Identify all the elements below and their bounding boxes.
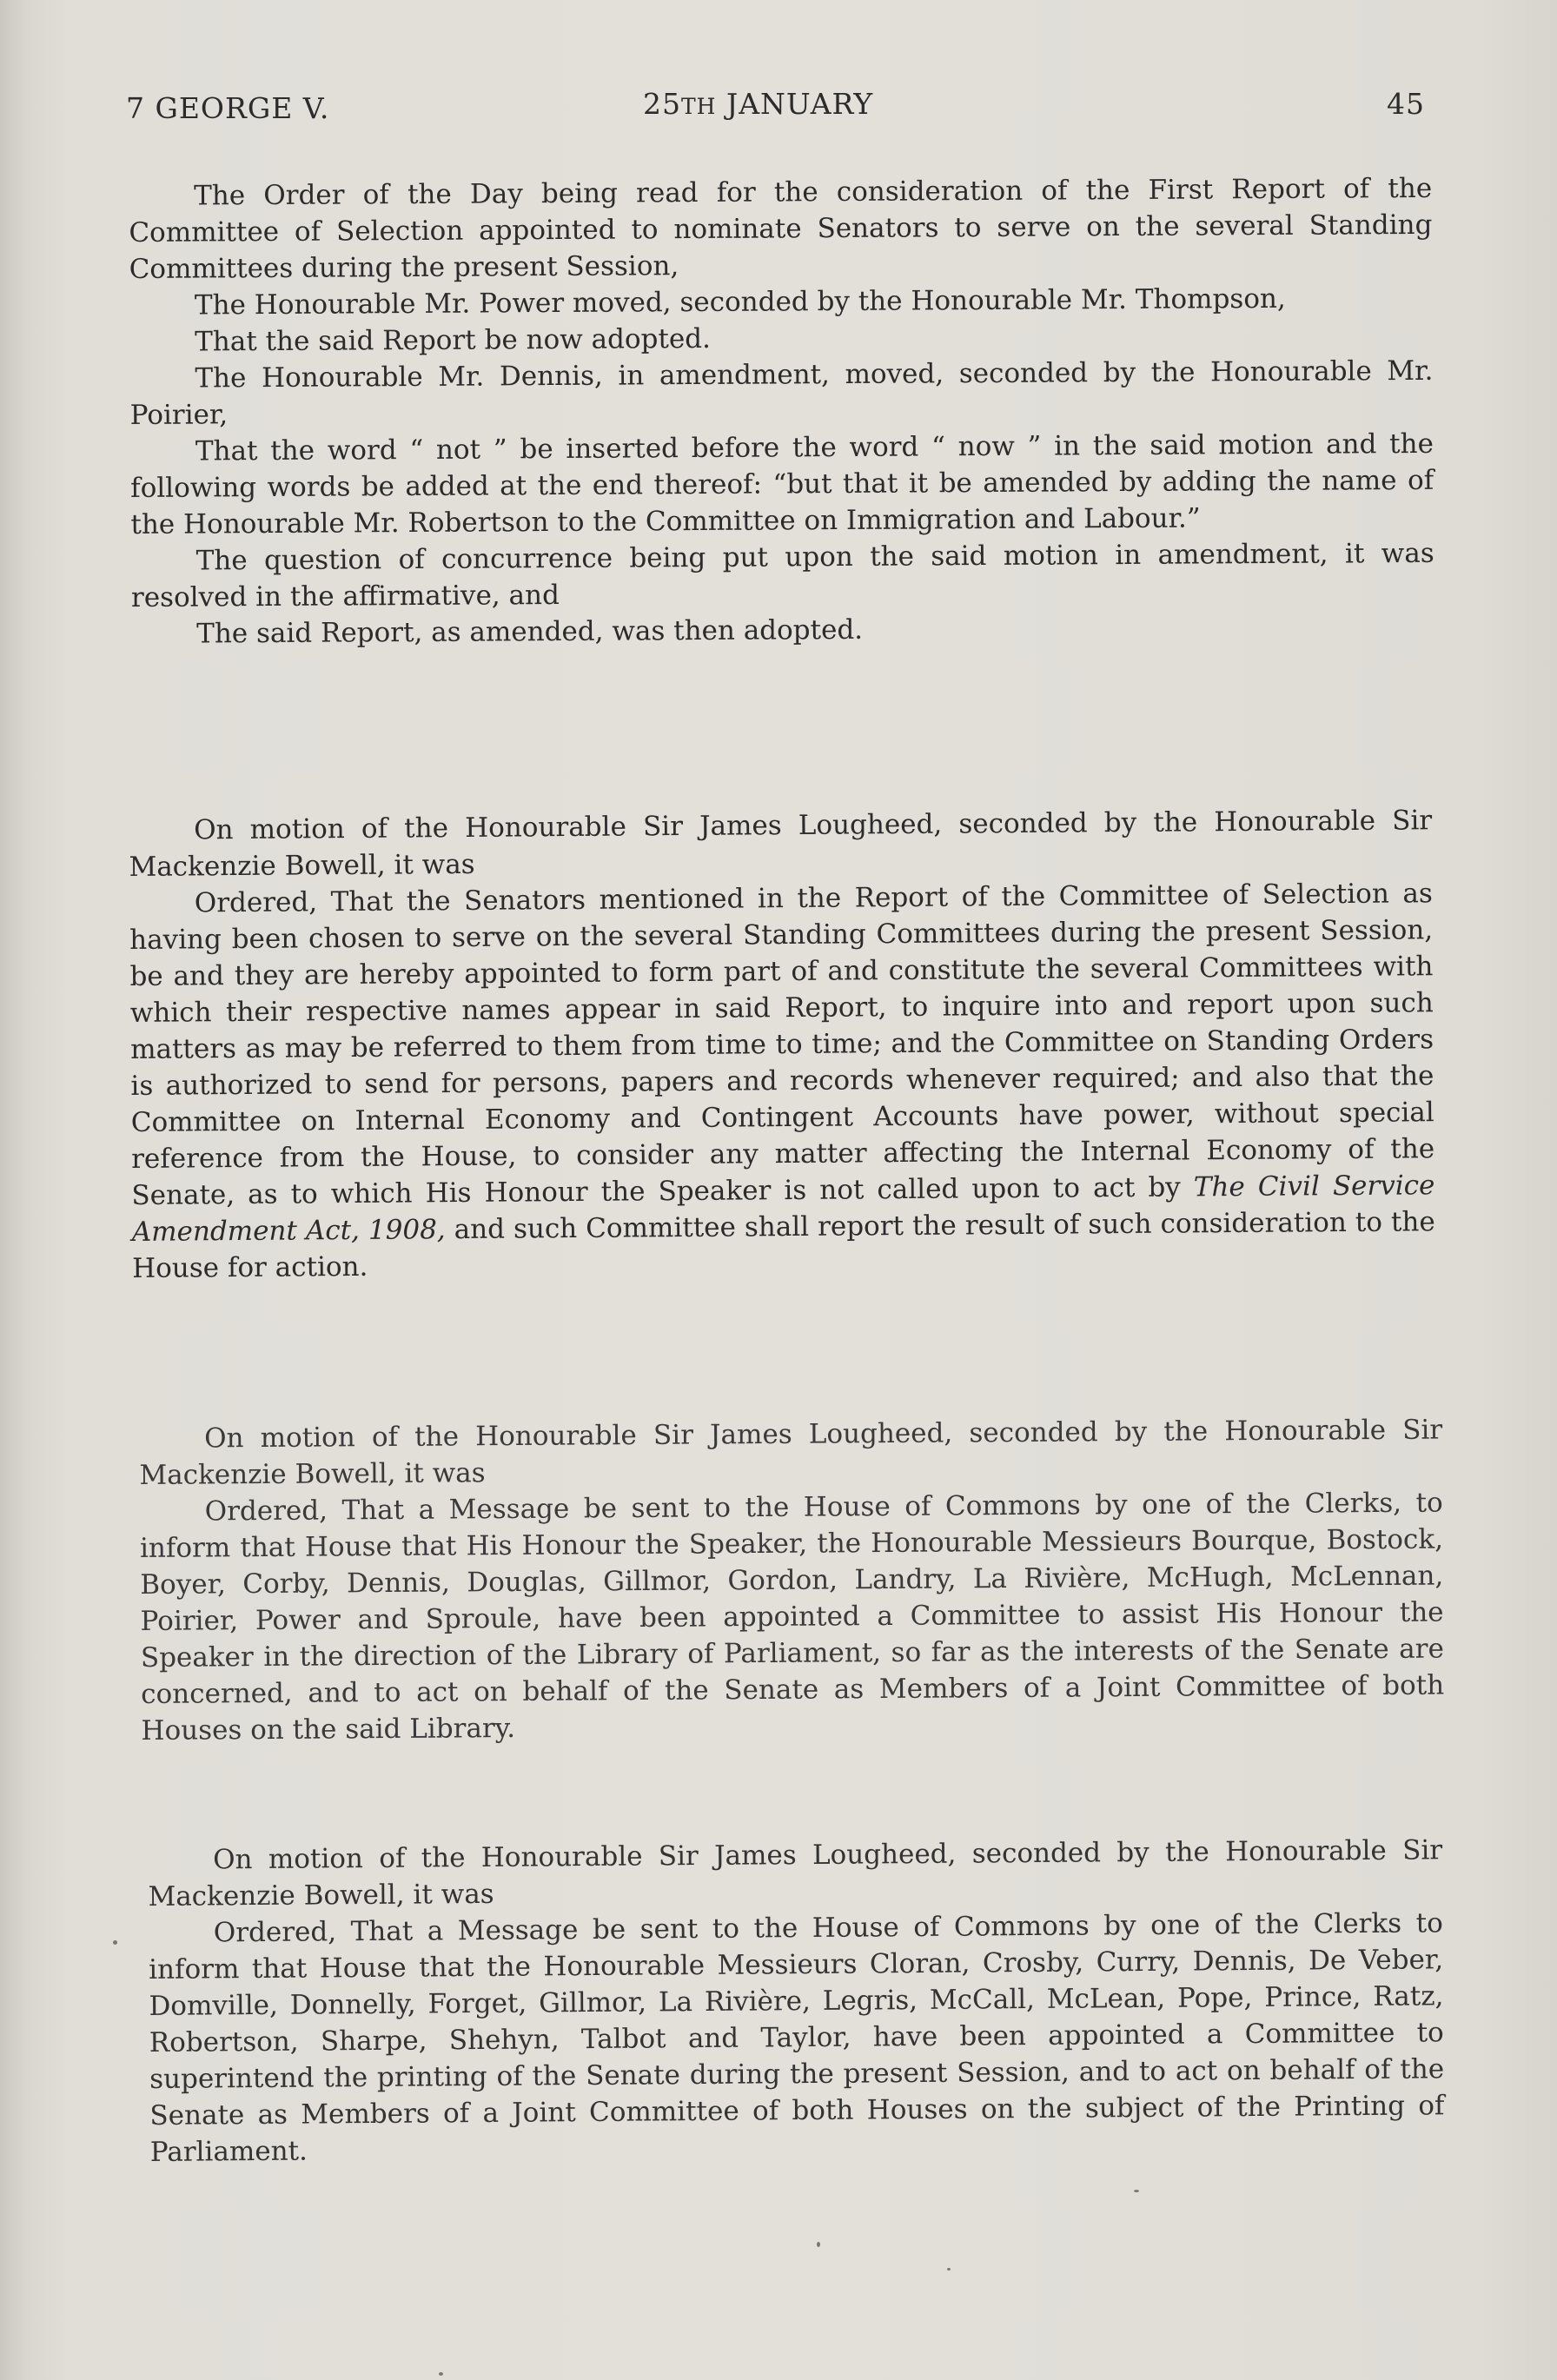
section-library-committee [139,1412,1445,1749]
paragraph: On motion of the Honourable Sir James Lougheed, seconded by the Honourable Sir Mackenzie Bowell, it was [148,1834,1443,1913]
order-text: Ordered, That the Senators mentioned in the Report of the Committee of Selection as having been chosen to serve on the several Standing Committees during the present Session, be and they are hereby appointed to form part of and constitute the several Committees with which their respective names appear in said Report, to inquire into and report upon such matters as may be referred to them from time to time; and the Committee on Standing Orders is authorized to send for persons, papers and records whenever required; and also that the Committee on Internal Economy and Contingent Accounts have power, without special reference from the House, to consider any matter affecting the Internal Economy of the Senate, as to which His Honour the Speaker is not called upon to act by [129,878,1435,1211]
paragraph: The Honourable Mr. Power moved, seconded by the Honourable Mr. Thompson, [194,282,1286,322]
header-date-number: 25 [643,87,681,121]
paragraph: The said Report, as amended, was then adopted. [196,613,864,650]
paper-speck [113,1940,117,1945]
header-regnal-year: 7 GEORGE V. [126,91,330,125]
paragraph: The Order of the Day being read for the consideration of the First Report of the Committee of Selection appointed to nominate Senators to serve on the several Standing Committees during the present Session, [129,172,1433,285]
section-committee-report [129,170,1434,653]
section-printing-committee [148,1832,1445,2171]
paragraph: Ordered, That a Message be sent to the House of Commons by one of the Clerks, to inform that House that His Honour the Speaker, the Honourable Messieurs Bourque, Bostock, Boyer, Corby, Dennis, Douglas, Gillmor, Gordon, Landry, La Rivière, McHugh, McLennan, Poirier, Power and Sproule, have been appointed a Committee to assist His Honour the Speaker in the direction of the Library of Parliament, so far as the interests of the Senate are concerned, and to act on behalf of the Senate as Members of a Joint Committee of both Houses on the said Library. [139,1487,1445,1747]
paper-speck [439,2372,443,2376]
paragraph: That the said Report be now adopted. [195,322,712,358]
header-date-month: JANUARY [716,87,874,121]
paper-speck [1134,2190,1139,2192]
paragraph: On motion of the Honourable Sir James Lougheed, seconded by the Honourable Sir Mackenzie Bowell, it was [129,805,1433,883]
header-date-suffix: TH [681,94,717,119]
paragraph [129,875,1436,1287]
paragraph: Ordered, That a Message be sent to the House of Commons by one of the Clerks to inform that House that the Honourable Messieurs Cloran, Crosby, Curry, Dennis, De Veber, Domville, Donnelly, Forget, Gillmor, La Rivière, Legris, McCall, McLean, Pope, Prince, Ratz, Robertson, Sharpe, Shehyn, Talbot and Taylor, have been appointed a Committee to superintend the printing of the Senate during the present Session, and to act on behalf of the Senate as Members of a Joint Committee of both Houses on the subject of the Printing of Parliament. [149,1907,1445,2168]
section-standing-committees-order [129,802,1435,1287]
order-text-end: and such Committee shall report the result of such consideration to the House for action. [131,1206,1435,1284]
paper-speck [817,2242,820,2247]
paper-speck [947,2268,951,2271]
paragraph: The question of concurrence being put upon the said motion in amendment, it was resolved in the affirmative, and [130,537,1434,613]
paragraph: On motion of the Honourable Sir James Lougheed, seconded by the Honourable Sir Mackenzie Bowell, it was [139,1414,1443,1491]
paragraph: That the word “ not ” be inserted before the word “ now ” in the said motion and the following words be added at the end thereof: “but that it be amended by adding the name of the Honourable Mr. Robertson to the Committee on Immigration and Labour.” [130,428,1434,540]
paragraph: The Honourable Mr. Dennis, in amendment, moved, seconded by the Honourable Mr. Poirier, [129,355,1434,431]
running-header [126,87,1425,130]
header-date [643,87,873,121]
page-number: 45 [1387,87,1425,121]
act-title: The Civil Service Amendment Act, 1908, [131,1170,1435,1248]
